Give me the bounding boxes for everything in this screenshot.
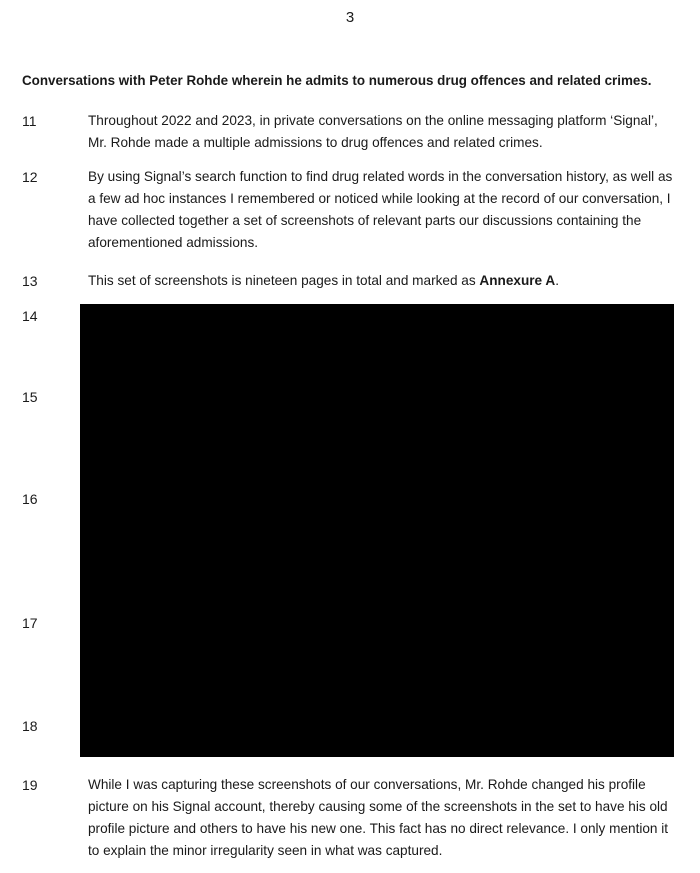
side-number-15: 15 bbox=[22, 389, 38, 405]
paragraph-text bbox=[88, 270, 678, 292]
paragraph-number: 11 bbox=[22, 113, 37, 129]
paragraph-number: 13 bbox=[22, 273, 38, 289]
side-number-16: 16 bbox=[22, 491, 38, 507]
paragraph-text: While I was capturing these screenshots of our conversations, Mr. Rohde changed his profile picture on his Signal account, thereby causing some of the screenshots in the set to have his old profile picture and others to have his new one. This fact has no direct relevance. I only mention it to explain the minor irregularity seen in what was captured. bbox=[88, 777, 669, 858]
annexure-label: Annexure A bbox=[479, 273, 556, 288]
redaction-block bbox=[80, 304, 674, 757]
paragraph-number: 12 bbox=[22, 169, 38, 185]
paragraph-text: By using Signal’s search function to find drug related words in the conversation history, as well as a few ad hoc instances I remembered or noticed while looking at the record of our conversation, I have collected together a set of screenshots of relevant parts our discussions containing the aforementioned admissions. bbox=[88, 169, 673, 250]
paragraph-text: Throughout 2022 and 2023, in private conversations on the online messaging platform ‘Signal’, Mr. Rohde made a multiple admissions to drug offences and related crimes. bbox=[88, 113, 658, 150]
paragraph-number: 19 bbox=[22, 777, 38, 793]
side-number-14: 14 bbox=[22, 308, 38, 324]
side-number-18: 18 bbox=[22, 718, 38, 734]
page-number: 3 bbox=[345, 9, 355, 26]
side-number-17: 17 bbox=[22, 615, 38, 631]
text-segment: This set of screenshots is nineteen pages in total and marked as bbox=[88, 273, 480, 288]
section-heading: Conversations with Peter Rohde wherein he admits to numerous drug offences and related crimes. bbox=[22, 73, 652, 88]
text-segment: . bbox=[555, 273, 559, 288]
